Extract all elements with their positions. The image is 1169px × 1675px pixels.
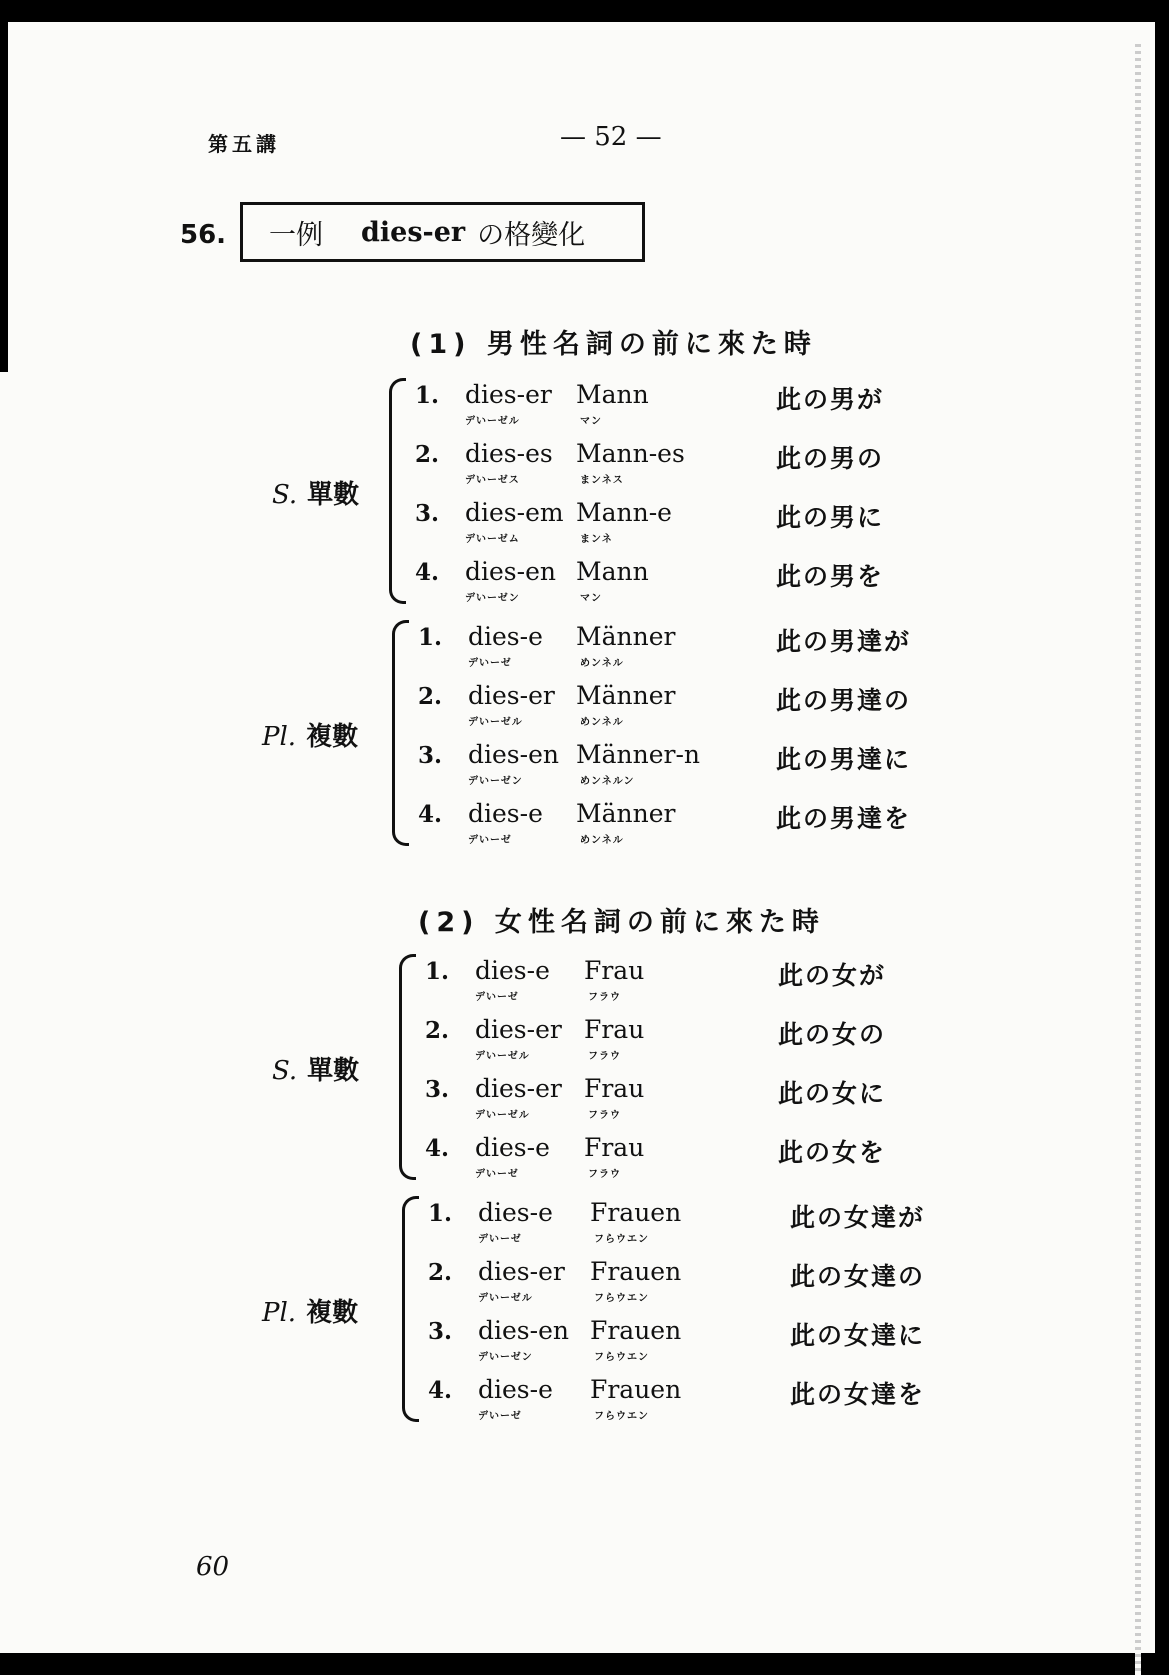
case-number: 2. [415, 441, 440, 468]
declension-row [428, 1377, 928, 1433]
footer-page-number: 60 [196, 1552, 230, 1582]
noun-form: Männer-n [576, 740, 700, 769]
article-reading: デいーゼ [475, 992, 519, 1003]
japanese-translation: 此の女達の [790, 1262, 926, 1291]
case-number: 3. [425, 1076, 450, 1103]
case-number: 4. [425, 1135, 450, 1162]
japanese-translation: 此の女を [778, 1138, 887, 1167]
article-form: dies-e [475, 956, 550, 985]
number-label [262, 716, 358, 753]
article-form: dies-e [468, 799, 543, 828]
number-abbr: Pl. [262, 1298, 297, 1328]
noun-reading: めンネル [580, 835, 624, 846]
number-abbr: S. [272, 480, 298, 510]
noun-reading: フラウ [588, 1169, 621, 1180]
noun-reading: フらウエン [594, 1411, 649, 1422]
japanese-translation: 此の男が [776, 385, 885, 414]
declension-row [418, 742, 918, 798]
noun-form: Männer [576, 799, 676, 828]
number-label [272, 474, 359, 511]
noun-form: Mann [576, 557, 649, 586]
article-reading: デいーゼ [468, 658, 512, 669]
noun-form: Männer [576, 681, 676, 710]
declension-row [425, 1076, 925, 1132]
case-number: 4. [415, 559, 440, 586]
noun-reading: めンネル [580, 658, 624, 669]
article-reading: デいーゼル [475, 1051, 530, 1062]
japanese-translation: 此の女達が [790, 1203, 926, 1232]
article-form: dies-en [468, 740, 559, 769]
article-form: dies-es [465, 439, 553, 468]
noun-form: Frau [584, 956, 645, 985]
group-heading: (2) 女性名詞の前に來た時 [418, 907, 825, 938]
section-number: 56. [180, 220, 227, 250]
article-form: dies-er [478, 1257, 565, 1286]
declension-row [428, 1259, 928, 1315]
declension-row [418, 801, 918, 857]
page-shadow [0, 22, 8, 372]
japanese-translation: 此の男達を [776, 804, 912, 833]
article-reading: デいーゼ [478, 1411, 522, 1422]
noun-form: Mann [576, 380, 649, 409]
article-reading: デいーゼン [478, 1352, 533, 1363]
article-form: dies-er [475, 1074, 562, 1103]
brace [389, 378, 406, 604]
noun-reading: マン [580, 593, 602, 604]
declension-row [425, 1135, 925, 1191]
article-form: dies-em [465, 498, 564, 527]
noun-form: Frau [584, 1074, 645, 1103]
noun-reading: まンネス [580, 475, 624, 486]
japanese-translation: 此の女の [778, 1020, 887, 1049]
japanese-translation: 此の男を [776, 562, 885, 591]
japanese-translation: 此の女に [778, 1079, 887, 1108]
section-title-box [240, 202, 645, 262]
case-number: 1. [415, 382, 440, 409]
chapter-header: 第五講 [208, 132, 280, 156]
case-number: 4. [428, 1377, 453, 1404]
brace [399, 954, 416, 1180]
number-abbr: Pl. [262, 722, 297, 752]
noun-form: Frauen [590, 1316, 682, 1345]
noun-reading: フらウエン [594, 1234, 649, 1245]
japanese-translation: 此の男に [776, 503, 885, 532]
declension-row [415, 559, 915, 615]
article-reading: デいーゼ [475, 1169, 519, 1180]
noun-form: Mann-e [576, 498, 672, 527]
article-form: dies-e [468, 622, 543, 651]
noun-form: Frauen [590, 1375, 682, 1404]
brace [392, 620, 409, 846]
header-page-number: — 52 — [560, 122, 662, 152]
declension-row [415, 500, 915, 556]
article-reading: デいーゼル [475, 1110, 530, 1121]
declension-row [425, 958, 925, 1014]
section-title-jp: 一例 [269, 219, 323, 251]
declension-row [425, 1017, 925, 1073]
article-reading: デいーゼル [478, 1293, 533, 1304]
noun-reading: フラウ [588, 1051, 621, 1062]
case-number: 1. [425, 958, 450, 985]
section-title-suffix: の格變化 [477, 219, 586, 251]
noun-reading: まンネ [580, 534, 613, 545]
article-form: dies-en [465, 557, 556, 586]
case-number: 4. [418, 801, 443, 828]
declension-row [428, 1318, 928, 1374]
noun-reading: フらウエン [594, 1293, 649, 1304]
article-reading: デいーゼム [465, 534, 520, 545]
section-title-de: dies-er [361, 216, 466, 248]
noun-form: Männer [576, 622, 676, 651]
case-number: 3. [415, 500, 440, 527]
article-form: dies-er [465, 380, 552, 409]
japanese-translation: 此の女達に [790, 1321, 926, 1350]
group-heading: (1) 男性名詞の前に來た時 [410, 329, 817, 360]
noun-form: Frauen [590, 1198, 682, 1227]
noun-reading: マン [580, 416, 602, 427]
case-number: 2. [418, 683, 443, 710]
article-reading: デいーゼル [468, 717, 523, 728]
declension-row [418, 683, 918, 739]
japanese-translation: 此の男達の [776, 686, 912, 715]
number-label-text: 單數 [307, 1056, 360, 1086]
case-number: 2. [428, 1259, 453, 1286]
number-abbr: S. [272, 1056, 298, 1086]
case-number: 1. [418, 624, 443, 651]
number-label [272, 1050, 359, 1087]
case-number: 1. [428, 1200, 453, 1227]
number-label-text: 複數 [306, 722, 359, 752]
case-number: 3. [418, 742, 443, 769]
article-reading: デいーゼ [468, 835, 512, 846]
declension-row [428, 1200, 928, 1256]
article-reading: デいーゼス [465, 475, 520, 486]
noun-reading: めンネル [580, 717, 624, 728]
article-form: dies-er [475, 1015, 562, 1044]
japanese-translation: 此の女が [778, 961, 887, 990]
number-label-text: 單數 [307, 480, 360, 510]
noun-reading: めンネルン [580, 776, 635, 787]
article-form: dies-er [468, 681, 555, 710]
japanese-translation: 此の男の [776, 444, 885, 473]
brace [402, 1196, 419, 1422]
noun-reading: フラウ [588, 1110, 621, 1121]
japanese-translation: 此の男達が [776, 627, 912, 656]
page-edge [1135, 44, 1141, 1675]
article-reading: デいーゼ [478, 1234, 522, 1245]
article-form: dies-e [478, 1198, 553, 1227]
japanese-translation: 此の女達を [790, 1380, 926, 1409]
article-form: dies-e [475, 1133, 550, 1162]
noun-form: Frauen [590, 1257, 682, 1286]
declension-row [415, 441, 915, 497]
declension-row [415, 382, 915, 438]
japanese-translation: 此の男達に [776, 745, 912, 774]
number-label-text: 複數 [306, 1298, 359, 1328]
noun-form: Frau [584, 1015, 645, 1044]
noun-reading: フらウエン [594, 1352, 649, 1363]
declension-row [418, 624, 918, 680]
article-form: dies-e [478, 1375, 553, 1404]
article-reading: デいーゼル [465, 416, 520, 427]
noun-form: Frau [584, 1133, 645, 1162]
article-form: dies-en [478, 1316, 569, 1345]
article-reading: デいーゼン [465, 593, 520, 604]
noun-reading: フラウ [588, 992, 621, 1003]
number-label [262, 1292, 358, 1329]
case-number: 2. [425, 1017, 450, 1044]
article-reading: デいーゼン [468, 776, 523, 787]
case-number: 3. [428, 1318, 453, 1345]
noun-form: Mann-es [576, 439, 685, 468]
